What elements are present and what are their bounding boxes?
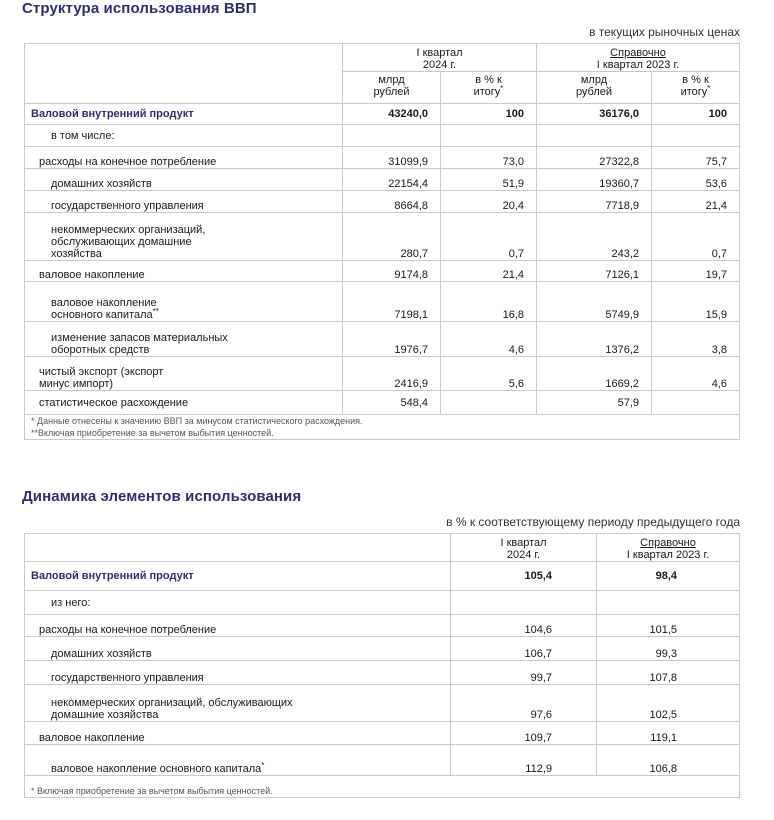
footnote: * Включая приобретение за вычетом выбытия ценностей. xyxy=(25,776,740,798)
table-row: из него: xyxy=(25,591,740,615)
table-row: статистическое расхождение 548,4 57,9 xyxy=(25,391,740,415)
table-row: в том числе: xyxy=(25,125,740,147)
table-row: расходы на конечное потребление 31099,9 73,0 27322,8 75,7 xyxy=(25,147,740,169)
subheader-bln: млрд рублей xyxy=(537,72,652,104)
footnotes-row xyxy=(25,776,740,798)
footnotes-row xyxy=(25,415,740,440)
table-header-row xyxy=(25,534,740,562)
table-row: расходы на конечное потребление 104,6 101,5 xyxy=(25,615,740,637)
subheader-pct: в % к итогу* xyxy=(441,72,537,104)
table-row: валовое накопление основного капитала** 7198,1 16,8 5749,9 15,9 xyxy=(25,282,740,322)
table-row: домашних хозяйств 106,7 99,3 xyxy=(25,637,740,661)
section2-units: в % к соответствующему периоду предыдущего года xyxy=(446,515,740,529)
table-row: некоммерческих организаций, обслуживающих домашние хозяйства 97,6 102,5 xyxy=(25,685,740,722)
gdp-dynamics-table xyxy=(24,533,740,798)
table-row: Валовой внутренний продукт 43240,0 100 36176,0 100 xyxy=(25,104,740,125)
table-row: государственного управления 8664,8 20,4 7718,9 21,4 xyxy=(25,191,740,213)
table-row: некоммерческих организаций, обслуживающих домашние хозяйства 280,7 0,7 243,2 0,7 xyxy=(25,213,740,261)
table-row: домашних хозяйств 22154,4 51,9 19360,7 53,6 xyxy=(25,169,740,191)
footnote: * Данные отнесены к значению ВВП за минусом статистического расхождения. xyxy=(31,416,363,426)
header-period-2023: Справочно I квартал 2023 г. xyxy=(597,534,740,562)
header-blank xyxy=(25,534,451,562)
gdp-structure-table xyxy=(24,43,740,440)
header-period-2024: I квартал 2024 г. xyxy=(343,44,537,72)
header-period-2023: Справочно I квартал 2023 г. xyxy=(537,44,740,72)
subheader-pct: в % к итогу* xyxy=(652,72,740,104)
table-row: чистый экспорт (экспорт минус импорт) 2416,9 5,6 1669,2 4,6 xyxy=(25,357,740,391)
section2-title: Динамика элементов использования xyxy=(22,488,302,505)
table-row: государственного управления 99,7 107,8 xyxy=(25,661,740,685)
footnote: **Включая приобретение за вычетом выбытия ценностей. xyxy=(31,428,274,438)
section1-units: в текущих рыночных ценах xyxy=(589,25,740,39)
table-row: Валовой внутренний продукт 105,4 98,4 xyxy=(25,562,740,591)
table-row: валовое накопление 109,7 119,1 xyxy=(25,722,740,745)
table-row: валовое накопление 9174,8 21,4 7126,1 19,7 xyxy=(25,261,740,282)
header-blank xyxy=(25,44,343,104)
section1-title: Структура использования ВВП xyxy=(22,0,257,17)
table-header-row xyxy=(25,44,740,72)
table-row: валовое накопление основного капитала* 112,9 106,8 xyxy=(25,745,740,776)
subheader-bln: млрд рублей xyxy=(343,72,441,104)
header-period-2024: I квартал 2024 г. xyxy=(451,534,597,562)
table-row: изменение запасов материальных оборотных средств 1976,7 4,6 1376,2 3,8 xyxy=(25,322,740,357)
